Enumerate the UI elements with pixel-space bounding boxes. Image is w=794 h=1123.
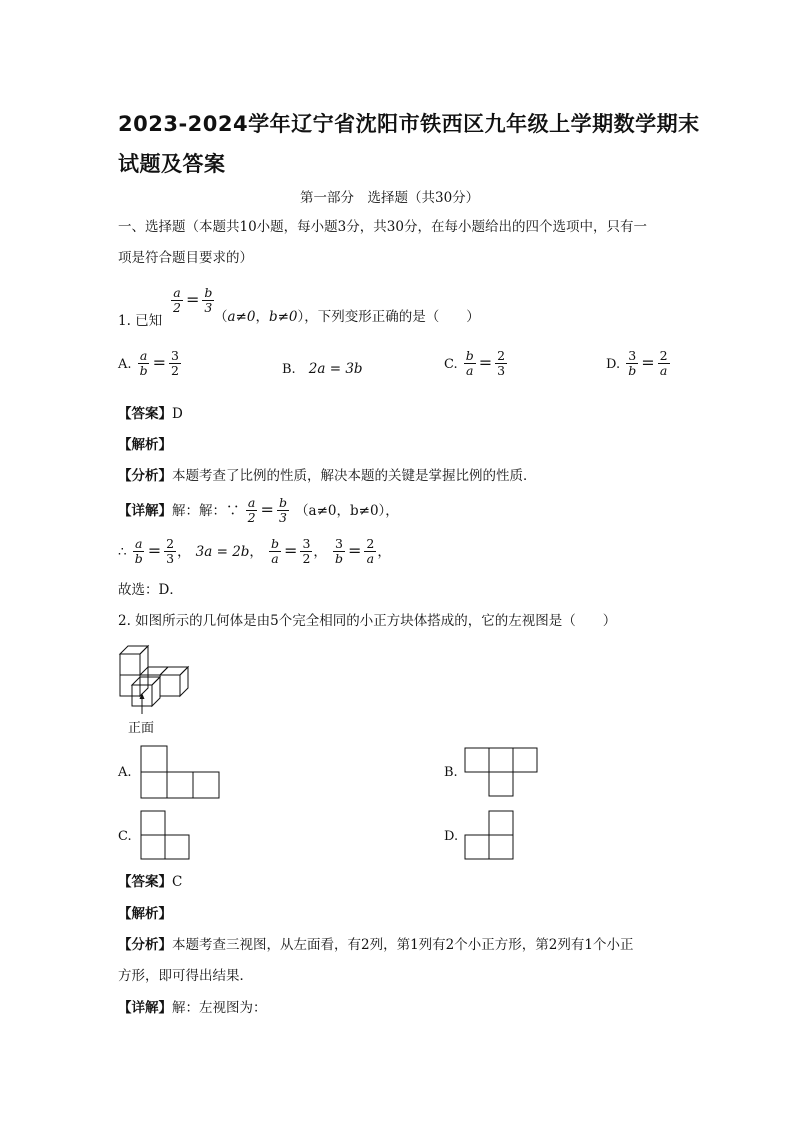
q1-answer <box>118 405 183 423</box>
detail-cond: （a≠0，b≠0）， <box>295 503 399 519</box>
q1-cond-b: b≠0 <box>268 309 298 325</box>
therefore-symbol: ∴ <box>118 544 127 560</box>
section-instructions-line1: 一、选择题（本题共10小题，每小题3分，共30分，在每小题给出的四个选项中，只有一 <box>118 219 647 235</box>
document-title-line1: 2023-2024学年辽宁省沈阳市铁西区九年级上学期数学期末 <box>118 112 700 136</box>
q2-option-a-figure[interactable] <box>140 745 222 799</box>
q2-fenxi-line1 <box>118 936 633 954</box>
q2-option-c-label[interactable]: C. <box>118 829 132 844</box>
fenxi-text-line1: 本题考查三视图，从左面看，有2列，第1列有2个小正方形，第2列有1个小正 <box>172 937 634 953</box>
option-label: C. <box>444 357 458 372</box>
answer-tag: 【答案】 <box>118 874 172 890</box>
q1-option-b[interactable] <box>282 358 363 377</box>
section-instructions-line2: 项是符合题目要求的） <box>118 250 253 266</box>
q2-option-c-figure[interactable] <box>140 810 194 860</box>
q2-analysis-tag: 【解析】 <box>118 906 172 922</box>
q1-fenxi <box>118 467 537 485</box>
detail-prefix: 解：解：∵ <box>172 503 240 519</box>
option-b-text: 2a = 3b <box>308 361 363 377</box>
q2-option-d-label[interactable]: D. <box>444 829 459 844</box>
detail-tag: 【详解】 <box>118 503 172 519</box>
q1-option-a[interactable]: A. $\frac{a}{b}$ = $\frac{3}{2}$ <box>118 348 179 378</box>
q2-option-d-figure[interactable] <box>464 810 518 860</box>
q1-option-d[interactable]: D. $\frac{3}{b}$ = $\frac{2}{a}$ <box>606 348 668 378</box>
part-heading: 第一部分 选择题（共30分） <box>300 190 480 206</box>
q1-prefix: 1. 已知 <box>118 313 163 329</box>
q2-option-b-label[interactable]: B. <box>444 765 458 780</box>
option-label: B. <box>282 362 296 377</box>
detail-text: 解：左视图为： <box>172 1000 267 1016</box>
q2-option-b-figure[interactable] <box>464 747 544 799</box>
q1-given-equation: $\frac{a}{2}$ = $\frac{b}{3}$ <box>173 285 213 315</box>
fenxi-text: 本题考查了比例的性质，解决本题的关键是掌握比例的性质． <box>172 468 537 484</box>
q2-solid-figure <box>110 640 200 736</box>
answer-value: D <box>172 406 183 422</box>
q1-option-c[interactable]: C. $\frac{b}{a}$ = $\frac{2}{3}$ <box>444 348 506 378</box>
option-label: D. <box>606 357 621 372</box>
q2-option-a-label[interactable]: A. <box>118 765 132 780</box>
q1-detail: 【详解】解：解：∵ $\frac{a}{2}$ = $\frac{b}{3}$ （a≠0，b≠0）， <box>118 495 399 525</box>
option-label: A. <box>118 357 132 372</box>
q1-cond-tail: ），下列变形正确的是（ ） <box>297 309 480 325</box>
fenxi-tag: 【分析】 <box>118 937 172 953</box>
q1-choose: 故选：D． <box>118 582 183 598</box>
q1-cond-a: a≠0 <box>227 309 256 325</box>
q2-answer <box>118 873 182 891</box>
detail-tag: 【详解】 <box>118 1000 172 1016</box>
derivation-mid: 3a = 2b <box>195 544 250 560</box>
answer-value: C <box>172 874 183 890</box>
q2-fenxi-line2: 方形，即可得出结果． <box>118 968 253 984</box>
q1-analysis-tag: 【解析】 <box>118 437 172 453</box>
q1-derivation: ∴ $\frac{a}{b}$ = $\frac{2}{3}$ ， 3a = 2b， $\frac{b}{a}$ = $\frac{3}{2}$ ， $\frac{3}{b}$ = $\frac{2}{a}$ ， <box>118 536 391 566</box>
fenxi-tag: 【分析】 <box>118 468 172 484</box>
answer-tag: 【答案】 <box>118 406 172 422</box>
q2-text: 2. 如图所示的几何体是由5个完全相同的小正方块体搭成的，它的左视图是（ ） <box>118 613 617 629</box>
q2-front-label: 正面 <box>128 721 155 736</box>
q1-condition: （a≠0，b≠0），下列变形正确的是（ ） <box>214 309 480 325</box>
q2-detail <box>118 999 267 1017</box>
document-title-line2: 试题及答案 <box>118 152 226 176</box>
